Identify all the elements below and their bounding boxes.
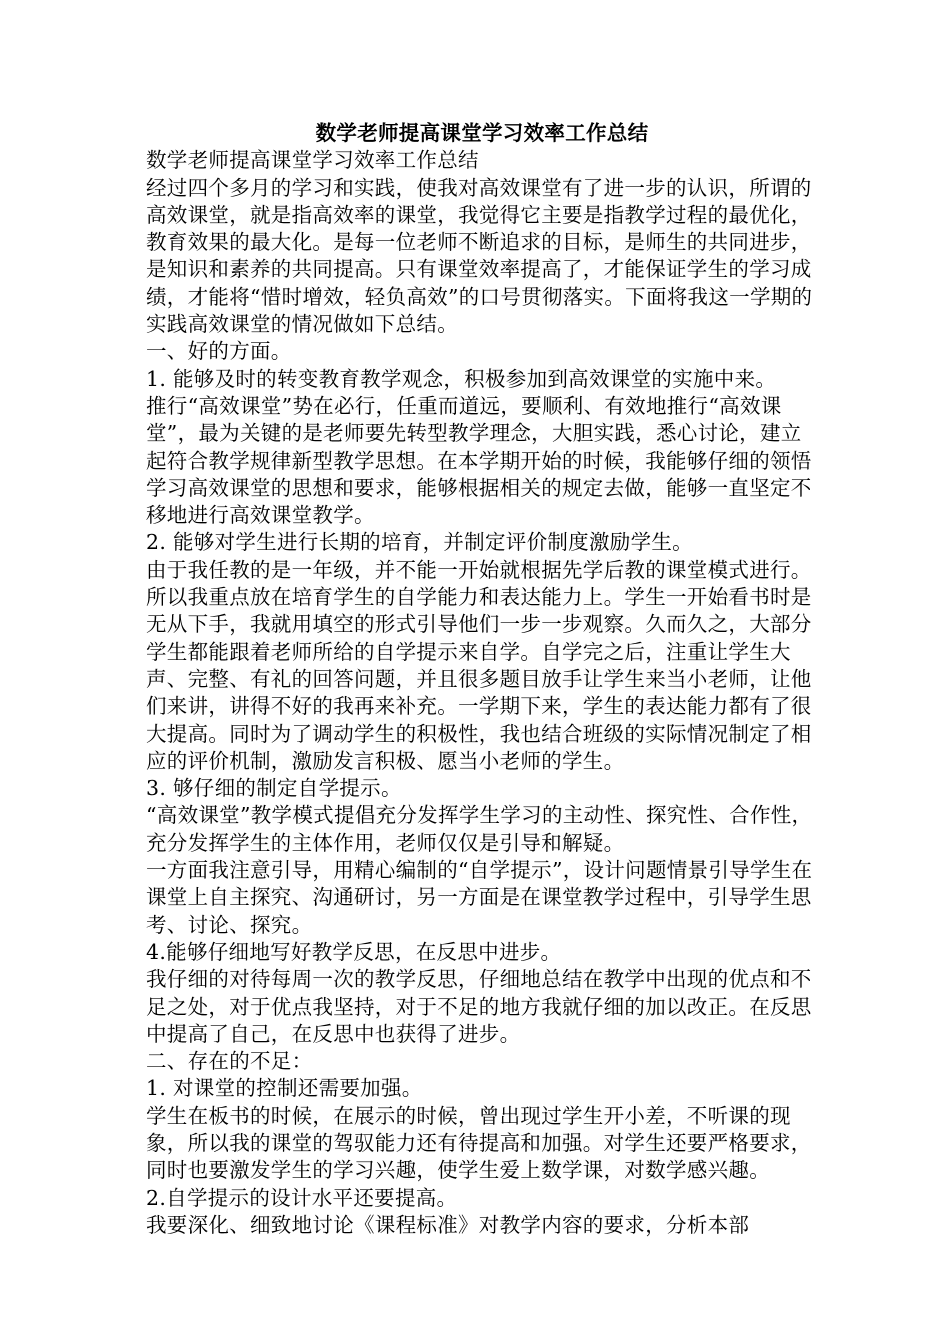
item-heading-3: 3. 够仔细的制定自学提示。	[146, 776, 402, 801]
paragraph-intro: 经过四个多月的学习和实践，使我对高效课堂有了进一步的认识，所谓的高效课堂，就是指高效率的课堂，我觉得它主要是指教学过程的最优化，教育效果的最大化。是每一位老师不断追求的目标，是师生的共同进步，是知识和素养的共同提高。只有课堂效率提高了，才能保证学生的学习成绩，才能将“惜时增效，轻负高效”的口号贯彻落实。下面将我这一学期的实践高效课堂的情况做如下总结。	[146, 175, 813, 337]
item-heading-1: 1. 能够及时的转变教育教学观念，积极参加到高效课堂的实施中来。	[146, 366, 777, 391]
section-heading-shortcomings: 二、存在的不足：	[146, 1049, 313, 1074]
item-heading-4: 4.能够仔细地写好教学反思，在反思中进步。	[146, 939, 562, 964]
paragraph-shortcoming-1: 学生在板书的时候，在展示的时候，曾出现过学生开小差，不听课的现象，所以我的课堂的驾驭能力还有待提高和加强。对学生还要严格要求，同时也要激发学生的学习兴趣，使学生爱上数学课，对数学感兴趣。	[146, 1103, 812, 1183]
item-heading-2: 2. 能够对学生进行长期的培育，并制定评价制度激励学生。	[146, 530, 693, 555]
document-page	[146, 120, 818, 1239]
shortcoming-heading-1: 1. 对课堂的控制还需要加强。	[146, 1076, 423, 1101]
paragraph-item-1: 推行“高效课堂”势在必行，任重而道远，要顺利、有效地推行“高效课堂”，最为关键的是老师要先转型教学理念，大胆实践，悉心讨论，建立起符合教学规律新型教学思想。在本学期开始的时候，我能够仔细的领悟学习高效课堂的思想和要求，能够根据相关的规定去做，能够一直坚定不移地进行高效课堂教学。	[146, 393, 812, 528]
shortcoming-heading-2: 2.自学提示的设计水平还要提高。	[146, 1185, 458, 1210]
paragraph-item-3a: “高效课堂”教学模式提倡充分发挥学生学习的主动性、探究性、合作性，充分发挥学生的主体作用，老师仅仅是引导和解疑。	[146, 803, 813, 855]
document-title: 数学老师提高课堂学习效率工作总结	[315, 121, 649, 145]
paragraph-shortcoming-2: 我要深化、细致地讨论《课程标准》对教学内容的要求，分析本部	[146, 1212, 750, 1237]
paragraph-item-2: 由于我任教的是一年级，并不能一开始就根据先学后教的课堂模式进行。所以我重点放在培育学生的自学能力和表达能力上。学生一开始看书时是无从下手，我就用填空的形式引导他们一步一步观察。久而久之，大部分学生都能跟着老师所给的自学提示来自学。自学完之后，注重让学生大声、完整、有礼的回答问题，并且很多题目放手让学生来当小老师，让他们来讲，讲得不好的我再来补充。一学期下来，学生的表达能力都有了很大提高。同时为了调动学生的积极性，我也结合班级的实际情况制定了相应的评价机制，激励发言积极、愿当小老师的学生。	[146, 557, 812, 773]
paragraph-subtitle: 数学老师提高课堂学习效率工作总结	[146, 148, 479, 173]
paragraph-item-4: 我仔细的对待每周一次的教学反思，仔细地总结在教学中出现的优点和不足之处，对于优点我坚持，对于不足的地方我就仔细的加以改正。在反思中提高了自己，在反思中也获得了进步。	[146, 967, 812, 1046]
paragraph-item-3b: 一方面我注意引导，用精心编制的“自学提示”，设计问题情景引导学生在课堂上自主探究、沟通研讨，另一方面是在课堂教学过程中，引导学生思考、讨论、探究。	[146, 858, 813, 937]
section-heading-good: 一、好的方面。	[146, 339, 292, 364]
